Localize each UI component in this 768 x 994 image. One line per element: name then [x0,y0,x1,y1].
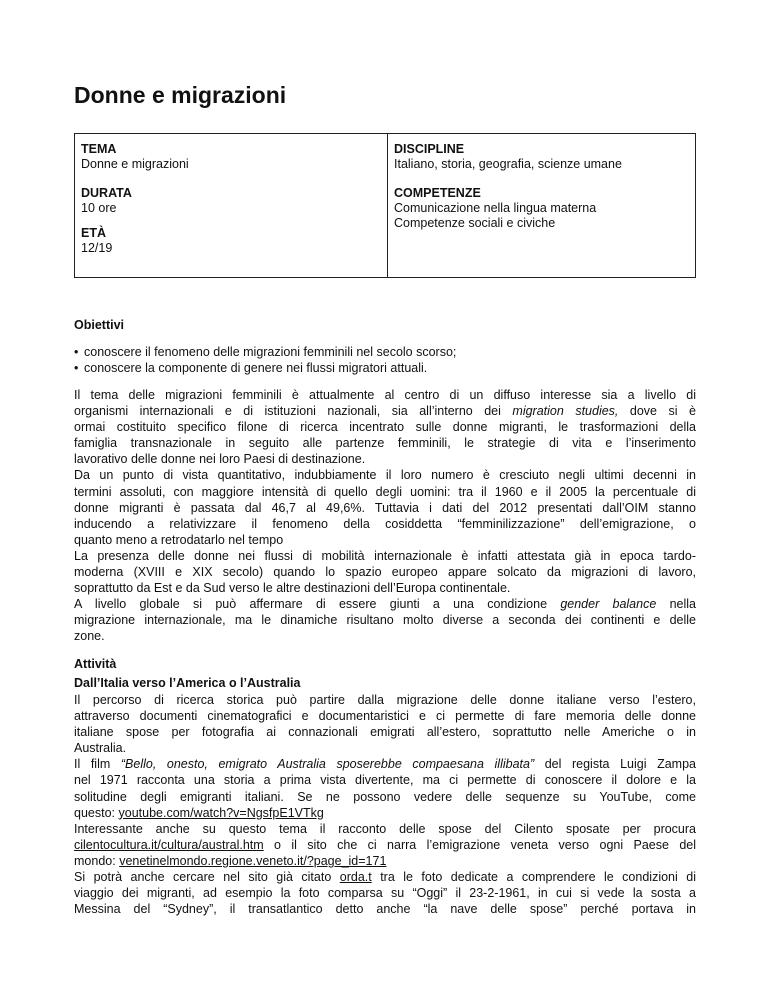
text-line: Il tema delle migrazioni femminili è attualmente al centro di un diffuso interesse sia a livello di [74,388,696,402]
text-line: termini assoluti, con maggiore intensità di quello degli uomini: tra il 1960 e il 2005 la percentuale di [74,484,696,499]
text-line: italiane spose per fotografia ai connazionali emigrati all’estero, soprattutto nelle Americhe o in [74,725,696,740]
text-span: Il film [74,757,111,772]
eta-value: 12/19 [81,241,113,255]
youtube-link[interactable]: youtube.com/watch?v=NgsfpE1VTkg [118,805,324,820]
text-span: nella [669,597,696,612]
text-span: tra le foto dedicate a comprendere le condizioni di [380,870,696,885]
discipline-value: Italiano, storia, geografia, scienze umane [394,157,622,171]
emphasis-text: gender balance [560,597,657,612]
eta-label: ETÀ [81,226,106,240]
text-line: Interessante anche su questo tema il racconto delle spose del Cilento sposate per procura [74,821,696,836]
text-line: ormai costituito specifico filone di ricerca incentrato sulle donne migranti, le trasformazioni della [74,420,696,435]
text-span: organismi internazionali e di istituzioni nazionali, sia all’interno dei [74,404,501,419]
text-line: lavorativo delle donne nei loro Paesi di destinazione. [74,452,366,467]
text-line: viaggio dei migranti, ad esempio la foto comparsa su “Oggi” il 23-2-1961, in cui si vede la sosta a [74,886,696,901]
text-line [74,853,696,869]
text-span: o il sito che ci narra l’emigrazione veneta verso ogni Paese del [263,837,696,852]
eta-group [81,226,381,256]
text-line [74,805,696,821]
competenze-value-2: Competenze sociali e civiche [394,216,556,230]
attivita-subheading: Dall’Italia verso l’America o l’Australia [74,676,301,690]
orda-link[interactable]: orda.t [339,870,372,885]
text-line: quanto meno a retrodatarlo nel tempo [74,532,284,547]
text-line [74,596,696,612]
bullet-text: conoscere il fenomeno delle migrazioni femminili nel secolo scorso; [84,345,457,359]
emphasis-text: migration studies, [512,404,619,419]
text-line [74,403,696,419]
info-table [74,133,696,278]
attivita-heading: Attività [74,657,117,671]
text-line: inducendo a relativizzare il fenomeno della cosiddetta “femminilizzazione” dell’emigrazione, o [74,516,696,531]
durata-group [81,186,381,216]
text-line: solitudine degli emigranti italiani. Se ne possono vedere delle sequenze su YouTube, come [74,789,696,804]
obiettivi-bullet-1 [74,344,456,360]
page-title: Donne e migrazioni [74,82,287,108]
competenze-label: COMPETENZE [394,186,481,200]
cilento-link[interactable]: cilentocultura.it/cultura/austral.htm [74,837,264,852]
veneti-link[interactable]: venetinelmondo.regione.veneto.it/?page_id=171 [119,853,387,868]
competenze-value-1: Comunicazione nella lingua materna [394,201,597,215]
bullet-dot-icon: • [74,345,79,359]
text-span: A livello globale si può affermare di essere giunti a una condizione [74,597,548,612]
info-left-column [75,134,388,277]
text-line: soprattutto da Est e da Sud verso le altre destinazioni dell’Europa continentale. [74,581,511,596]
tema-group [81,142,381,172]
tema-label: TEMA [81,142,117,156]
text-line: Il percorso di ricerca storica può partire dalla migrazione delle donne italiane verso l’estero, [74,693,696,707]
discipline-group [394,142,689,172]
text-line: Messina del “Sydney”, il transatlantico detto anche “la nave delle spose” perché portava in [74,902,696,917]
text-span: Si potrà anche cercare nel sito già citato [74,870,332,885]
film-title: “Bello, onesto, emigrato Australia sposerebbe compaesana illibata” [120,757,535,772]
text-line: migrazione internazionale, ma le dinamiche risultano molto diverse a seconda dei continenti e delle [74,613,696,628]
durata-label: DURATA [81,186,132,200]
text-line: zone. [74,629,105,644]
text-line: attraverso documenti cinematografici e documentaristici e ci permette di fare memoria delle donne [74,709,696,724]
text-line: famiglia transnazionale in seguito alle partenze femminili, le strategie di vita e l’inserimento [74,436,696,451]
bullet-text: conoscere la componente di genere nei flussi migratori attuali. [84,361,428,375]
text-line [74,837,696,853]
competenze-group [394,186,689,231]
text-span: dove si è [629,404,696,419]
text-line: donne migranti è passata dal 46,7 al 49,6%. Tuttavia i dati del 2012 presentati dall’OIM stanno [74,500,696,515]
text-line: La presenza delle donne nei flussi di mobilità internazionale è infatti attestata già in epoca tardo- [74,548,696,563]
text-line [74,869,696,885]
obiettivi-bullet-2 [74,360,427,376]
text-span: questo: [74,805,116,820]
text-line: Australia. [74,741,127,756]
info-right-column [388,134,695,277]
discipline-label: DISCIPLINE [394,142,465,156]
text-span: del regista Luigi Zampa [544,757,696,772]
obiettivi-heading: Obiettivi [74,318,125,332]
tema-value: Donne e migrazioni [81,157,189,171]
text-line: nel 1971 racconta una storia a prima vista divertente, ma ci permette di conoscere il dolore e la [74,773,696,788]
intro-paragraph [74,387,696,645]
text-line [74,756,696,772]
text-line: moderna (XVIII e XIX secolo) quando lo spazio europeo appare solcato da migrazioni di lavoro, [74,565,696,580]
text-line: Da un punto di vista quantitativo, indubbiamente il loro numero è cresciuto negli ultimi decenni in [74,468,696,483]
bullet-dot-icon: • [74,361,79,375]
text-span: mondo: [74,853,116,868]
durata-value: 10 ore [81,201,117,215]
attivita-paragraph [74,692,696,917]
